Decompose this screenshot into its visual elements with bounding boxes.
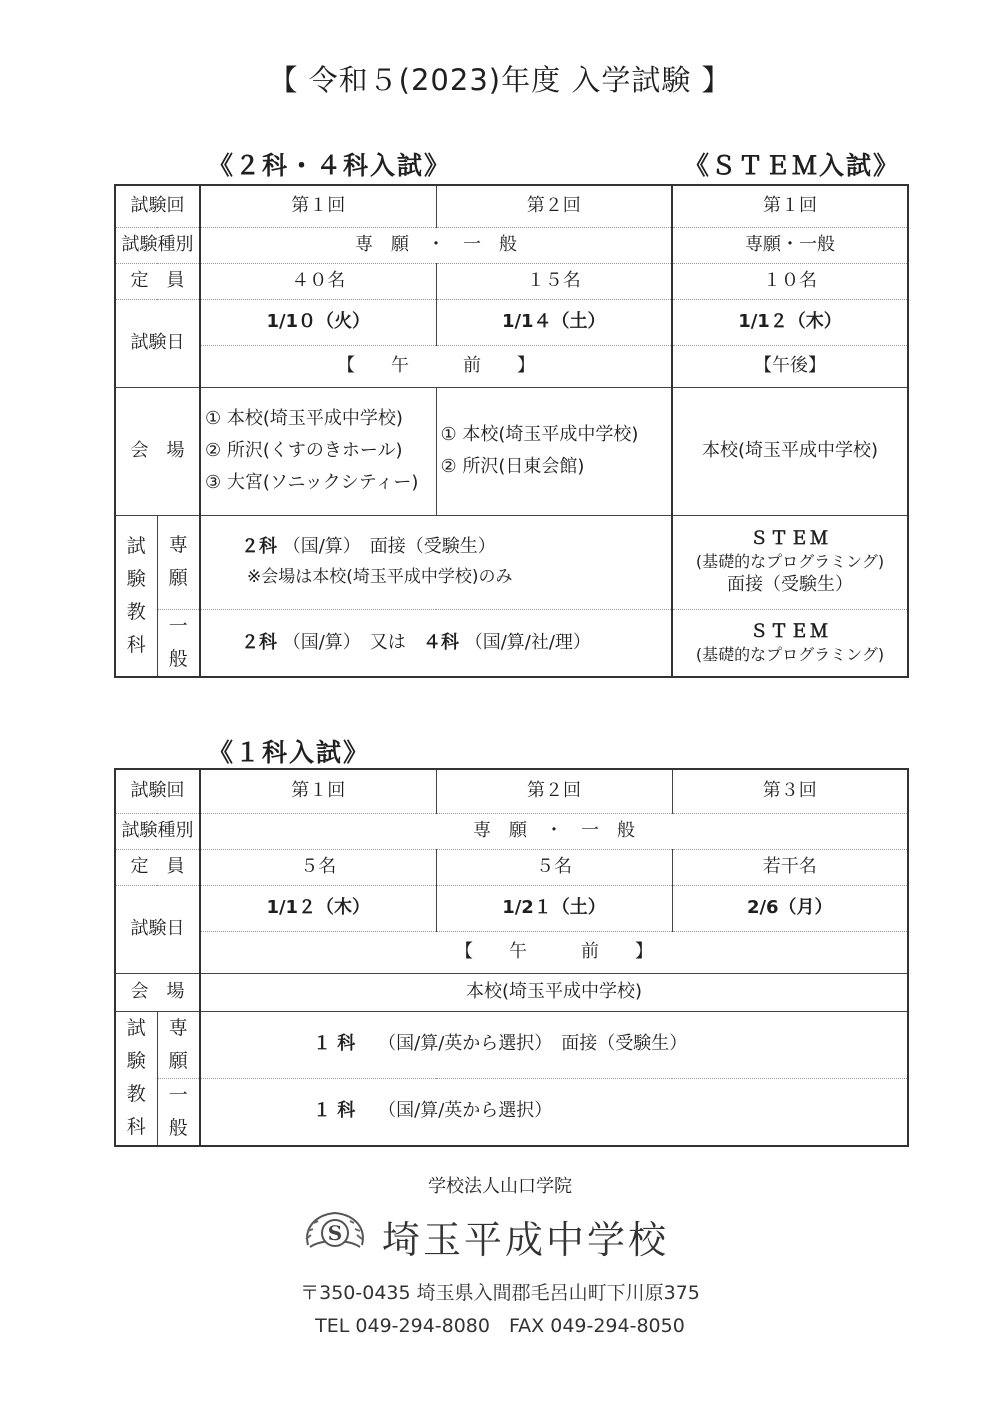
ippan-subjects (200, 1078, 908, 1146)
label-ippan-char: 一 (168, 614, 188, 637)
school-logo-icon (300, 1203, 370, 1263)
venue-2-1: ① 本校(埼玉平成中学校) (440, 424, 639, 445)
label-senkan-char: 専 (168, 1016, 188, 1039)
label-ippan-char: 般 (168, 1116, 188, 1139)
exam-table-1 (114, 768, 909, 1147)
stem-ippan-sub: (基礎的なプログラミング) (695, 645, 885, 665)
capacity-1: ４０名 (200, 263, 436, 299)
label-date: 試験日 (115, 885, 200, 973)
label-ippan-char: 一 (168, 1083, 188, 1106)
section-title-stem: 《ＳＴＥＭ入試》 (684, 151, 901, 180)
school-block (300, 1203, 760, 1263)
ippan-rest: （国/算/英から選択） (378, 1100, 553, 1122)
school-name: 埼玉平成中学校 (382, 1218, 670, 1262)
section-title-2-4: 《２科・４科入試》 (208, 151, 452, 180)
label-subject-char: 教 (126, 1083, 146, 1105)
label-round: 試験回 (115, 185, 200, 227)
ippan-bold: １ 科 (313, 1100, 356, 1122)
label-subject-char: 試 (126, 534, 146, 557)
exam-table-2-4-stem (114, 184, 909, 678)
stem-capacity: １０名 (672, 263, 908, 299)
label-round: 試験回 (115, 769, 200, 813)
corporation-name: 学校法人山口学院 (428, 1176, 572, 1197)
round-1: 第１回 (200, 185, 436, 227)
svg-text:S: S (327, 1221, 343, 1245)
venue: 本校(埼玉平成中学校) (200, 973, 908, 1011)
ippan-subjects (200, 609, 672, 677)
session-label: 【 午 前 】 (200, 931, 908, 973)
ippan-bold-1: ２科 (241, 631, 277, 653)
label-subject-char: 試 (126, 1017, 146, 1039)
date-2: 1/2１（土） (436, 885, 672, 931)
label-ippan-char: 般 (168, 647, 188, 670)
label-date: 試験日 (115, 299, 200, 387)
exam-type: 専 願 ・ 一 般 (200, 813, 908, 849)
label-subject-char: 験 (126, 567, 146, 590)
label-type: 試験種別 (115, 227, 200, 263)
ippan-mid: （国/算） 又は (282, 631, 406, 653)
capacity-1: ５名 (200, 849, 436, 885)
venue-list-1 (200, 387, 436, 515)
round-2: 第２回 (436, 185, 672, 227)
stem-round: 第１回 (672, 185, 908, 227)
senkan-note: ※会場は本校(埼玉平成中学校)のみ (247, 566, 513, 587)
date-2: 1/1４（土） (436, 299, 672, 345)
label-senkan (157, 1011, 200, 1078)
date-1: 1/1２（木） (200, 885, 436, 931)
senkan-subjects (200, 1011, 908, 1078)
address: 〒350-0435 埼玉県入間郡毛呂山町下川原375 (300, 1282, 700, 1304)
stem-venue: 本校(埼玉平成中学校) (672, 387, 908, 515)
senkan-subjects (200, 515, 672, 609)
senkan-rest: （国/算） 面接（受験生） (282, 536, 496, 558)
round-3: 第３回 (672, 769, 908, 813)
session-label: 【 午 前 】 (200, 345, 672, 387)
stem-ippan-bold: ＳＴＥＭ (750, 620, 830, 642)
capacity-2: ５名 (436, 849, 672, 885)
capacity-2: １５名 (436, 263, 672, 299)
label-subject (115, 1011, 157, 1146)
stem-senkan (672, 515, 908, 609)
label-subject-char: 験 (126, 1050, 146, 1072)
label-ippan (157, 609, 200, 677)
label-senkan-char: 願 (168, 567, 188, 589)
label-venue: 会 場 (115, 973, 200, 1011)
label-subject-char: 科 (126, 633, 146, 656)
date-3: 2/6（月） (672, 885, 908, 931)
senkan-bold: １ 科 (313, 1033, 356, 1055)
label-subject-char: 教 (126, 600, 146, 623)
stem-senkan-bold: ＳＴＥＭ (750, 527, 830, 549)
tel-fax: TEL 049-294-8080 FAX 049-294-8050 (315, 1315, 685, 1337)
label-ippan (157, 1078, 200, 1146)
senkan-bold: ２科 (241, 536, 277, 558)
date-1: 1/1０（火） (200, 299, 436, 345)
label-senkan-char: 願 (168, 1049, 188, 1072)
label-type: 試験種別 (115, 813, 200, 849)
venue-1-1: ① 本校(埼玉平成中学校) (205, 408, 403, 429)
capacity-3: 若干名 (672, 849, 908, 885)
label-subject-char: 科 (126, 1116, 146, 1138)
venue-list-2 (436, 387, 672, 515)
venue-1-3: ③ 大宮(ソニックシティー) (205, 472, 419, 493)
section-title-1: 《１科入試》 (208, 738, 371, 767)
label-capacity: 定 員 (115, 849, 200, 885)
label-subject (115, 515, 157, 677)
label-senkan-char: 専 (168, 534, 188, 556)
label-senkan (157, 515, 200, 609)
stem-date: 1/1２（木） (672, 299, 908, 345)
stem-type: 専願・一般 (672, 227, 908, 263)
venue-1-2: ② 所沢(くすのきホール) (205, 440, 403, 461)
round-2: 第２回 (436, 769, 672, 813)
stem-ippan (672, 609, 908, 677)
senkan-rest: （国/算/英から選択） 面接（受験生） (378, 1033, 688, 1055)
round-1: 第１回 (200, 769, 436, 813)
exam-type: 専 願 ・ 一 般 (200, 227, 672, 263)
page-title: 【 令和５(2023)年度 入学試験 】 (268, 63, 732, 97)
stem-senkan-interview: 面接（受験生） (727, 573, 853, 595)
venue-2-2: ② 所沢(日東会館) (440, 456, 585, 477)
stem-session: 【午後】 (672, 345, 908, 387)
stem-senkan-sub: (基礎的なプログラミング) (695, 552, 885, 572)
label-venue: 会 場 (115, 387, 200, 515)
ippan-bold-2: ４科 (422, 631, 459, 653)
ippan-rest: （国/算/社/理） (464, 631, 591, 653)
label-capacity: 定 員 (115, 263, 200, 299)
